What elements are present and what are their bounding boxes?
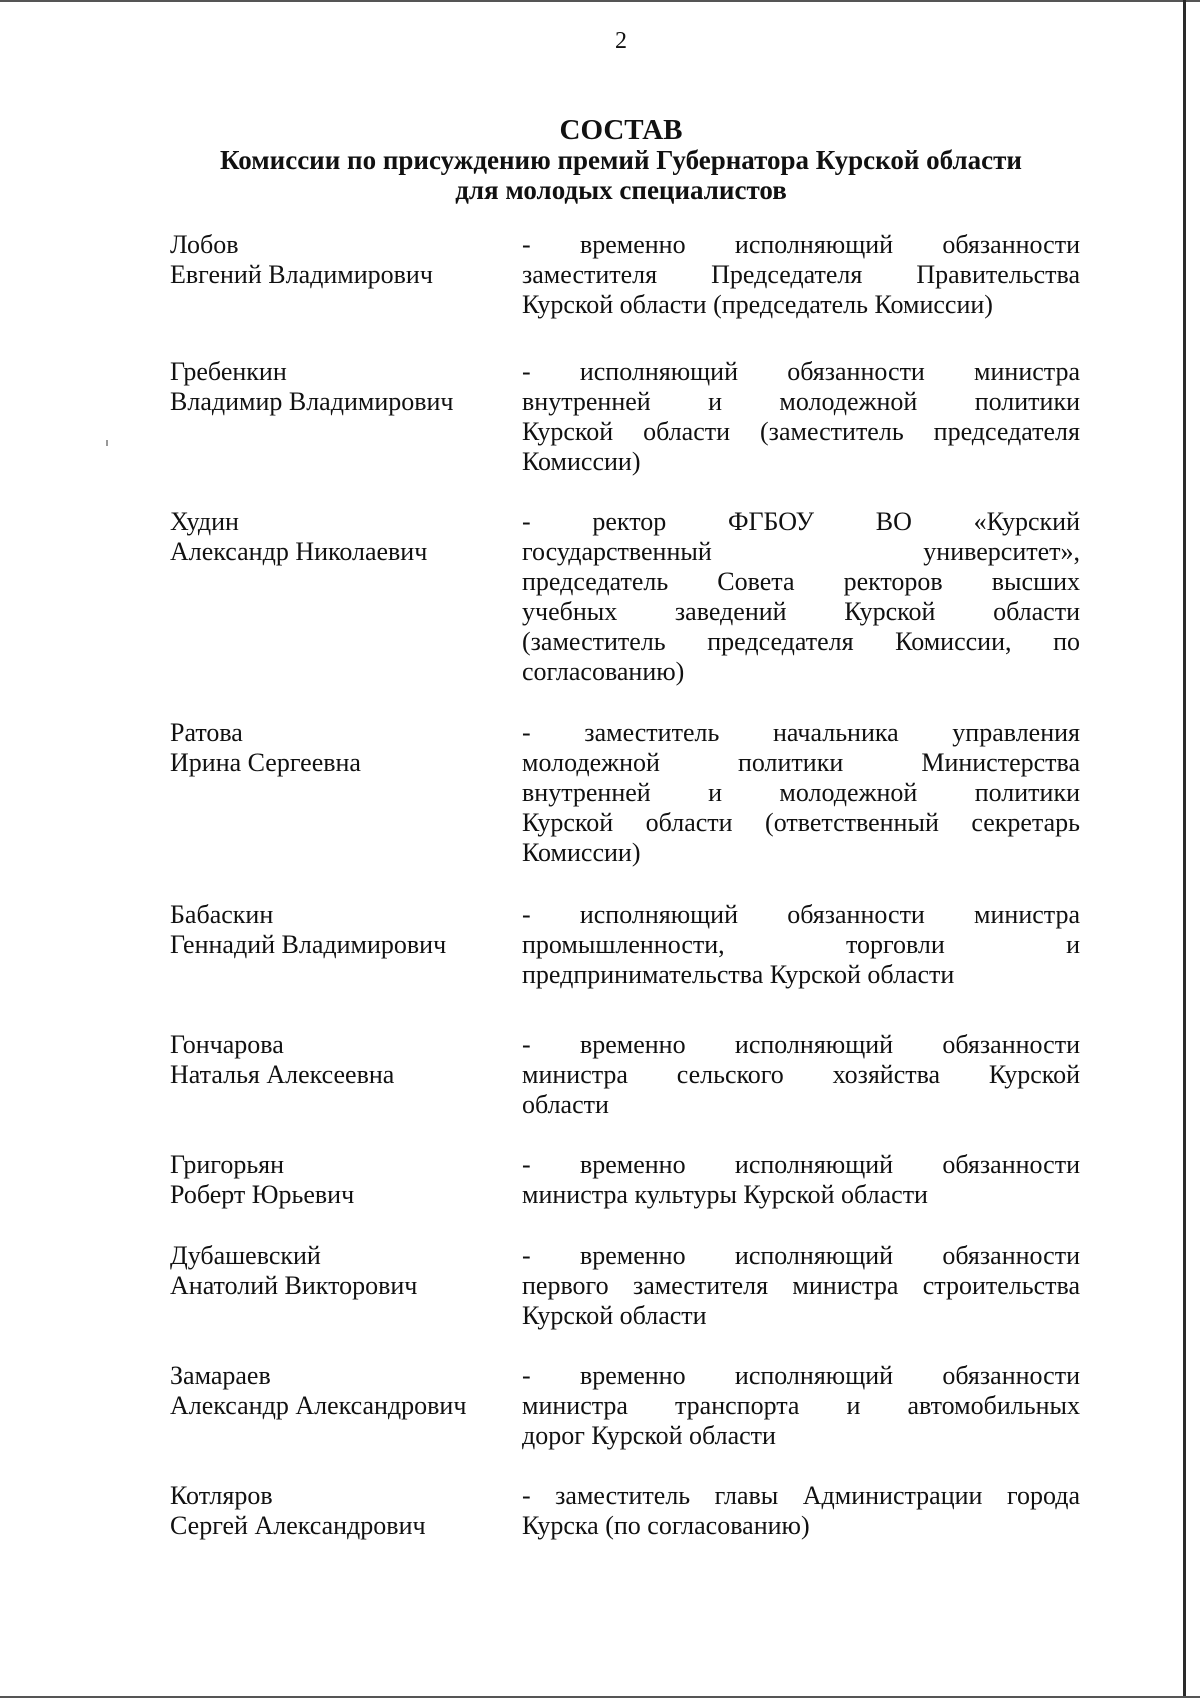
member-role-line: первого заместителя министра строительства [522, 1271, 1080, 1300]
page-number: 2 [615, 28, 627, 54]
member-surname: Худин [170, 507, 239, 536]
member-role-line: дорог Курской области [522, 1421, 776, 1450]
member-given-name: Александр Александрович [170, 1391, 467, 1420]
scan-mark [106, 440, 108, 446]
member-name [170, 507, 510, 567]
member-surname: Дубашевский [170, 1241, 321, 1270]
member-role [522, 1481, 1080, 1541]
member-role-line: - временно исполняющий обязанности [522, 1150, 1080, 1179]
member-role-line: Курска (по согласованию) [522, 1511, 810, 1540]
member-surname: Григорьян [170, 1150, 285, 1179]
member-role-line: - временно исполняющий обязанности [522, 1241, 1080, 1270]
member-role-line: Курской области (председатель Комиссии) [522, 290, 993, 319]
member-role-line: министра сельского хозяйства Курской [522, 1060, 1080, 1089]
member-surname: Ратова [170, 718, 243, 747]
member-given-name: Ирина Сергеевна [170, 748, 361, 777]
member-role-line: - исполняющий обязанности министра [522, 357, 1080, 386]
member-role [522, 1361, 1080, 1451]
member-role-line: - временно исполняющий обязанности [522, 1030, 1080, 1059]
member-surname: Гончарова [170, 1030, 284, 1059]
member-name [170, 1481, 510, 1541]
member-role [522, 1030, 1080, 1120]
member-given-name: Наталья Алексеевна [170, 1060, 395, 1089]
member-role-line: министра транспорта и автомобильных [522, 1391, 1080, 1420]
member-role-line: внутренней и молодежной политики [522, 778, 1080, 807]
member-role-line: учебных заведений Курской области [522, 597, 1080, 626]
member-surname: Замараев [170, 1361, 271, 1390]
member-role [522, 230, 1080, 320]
member-role-line: Комиссии) [522, 838, 641, 867]
member-surname: Гребенкин [170, 357, 287, 386]
member-surname: Бабаскин [170, 900, 274, 929]
member-role-line: - временно исполняющий обязанности [522, 1361, 1080, 1390]
member-role-line: предпринимательства Курской области [522, 960, 955, 989]
member-role-line: молодежной политики Министерства [522, 748, 1080, 777]
member-role [522, 718, 1080, 868]
member-name [170, 230, 510, 290]
member-role-line: государственный университет», [522, 537, 1080, 566]
member-name [170, 1030, 510, 1090]
member-role-line: промышленности, торговли и [522, 930, 1080, 959]
title-line-1: СОСТАВ [559, 114, 683, 146]
member-surname: Котляров [170, 1481, 273, 1510]
member-role-line: председатель Совета ректоров высших [522, 567, 1080, 596]
member-surname: Лобов [170, 230, 239, 259]
title-line-3: для молодых специалистов [455, 175, 787, 205]
member-role-line: - исполняющий обязанности министра [522, 900, 1080, 929]
scan-edge-top [0, 0, 1200, 2]
member-role-line: Комиссии) [522, 447, 641, 476]
member-role-line: области [522, 1090, 609, 1119]
member-role-line: - ректор ФГБОУ ВО «Курский [522, 507, 1080, 536]
member-role-line: Курской области [522, 1301, 707, 1330]
member-role-line: - заместитель главы Администрации города [522, 1481, 1080, 1510]
member-given-name: Анатолий Викторович [170, 1271, 418, 1300]
member-role [522, 1241, 1080, 1331]
member-given-name: Александр Николаевич [170, 537, 428, 566]
title-line-2: Комиссии по присуждению премий Губернатора Курской области [220, 145, 1022, 175]
member-role-line: Курской области (заместитель председателя [522, 417, 1080, 446]
member-given-name: Владимир Владимирович [170, 387, 454, 416]
member-role [522, 900, 1080, 990]
member-role-line: согласованию) [522, 657, 685, 686]
member-role-line: заместителя Председателя Правительства [522, 260, 1080, 289]
member-role-line: - временно исполняющий обязанности [522, 230, 1080, 259]
member-role [522, 507, 1080, 687]
member-name [170, 1361, 510, 1421]
member-name [170, 357, 510, 417]
member-role-line: министра культуры Курской области [522, 1180, 928, 1209]
member-role-line: Курской области (ответственный секретарь [522, 808, 1080, 837]
member-role-line: - заместитель начальника управления [522, 718, 1080, 747]
member-given-name: Геннадий Владимирович [170, 930, 447, 959]
member-role-line: внутренней и молодежной политики [522, 387, 1080, 416]
member-name [170, 900, 510, 960]
scan-edge-right [1183, 0, 1186, 1698]
document-title [0, 115, 1200, 205]
member-role [522, 1150, 1080, 1210]
member-name [170, 718, 510, 778]
member-role-line: (заместитель председателя Комиссии, по [522, 627, 1080, 656]
member-name [170, 1150, 510, 1210]
member-given-name: Сергей Александрович [170, 1511, 426, 1540]
member-name [170, 1241, 510, 1301]
member-role [522, 357, 1080, 477]
member-given-name: Евгений Владимирович [170, 260, 433, 289]
member-given-name: Роберт Юрьевич [170, 1180, 355, 1209]
